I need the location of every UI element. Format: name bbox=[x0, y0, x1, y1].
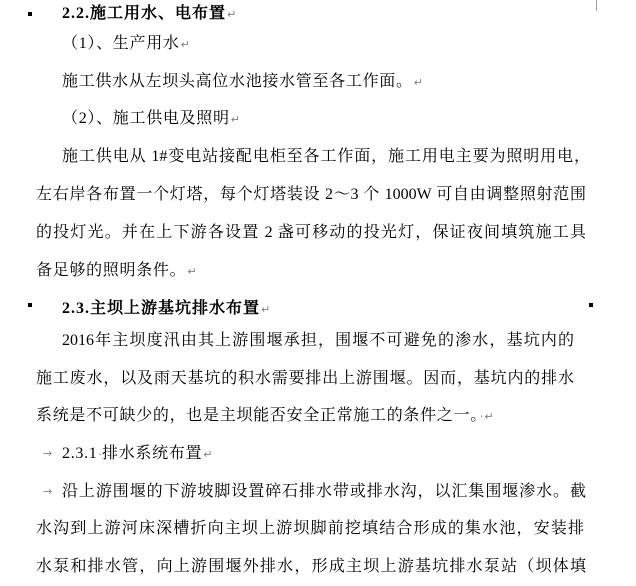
paragraph-line: 2016年主坝度汛由其上游围堰承担，围堰不可避免的渗水，基坑内的 bbox=[62, 332, 574, 349]
keep-with-next-marker bbox=[28, 303, 32, 307]
paragraph-mark: ↵ bbox=[261, 303, 271, 316]
heading-2-3-1 bbox=[62, 444, 212, 464]
heading-2-3-1-number: 2.3.1 bbox=[62, 445, 98, 462]
paragraph-mark: ↵ bbox=[413, 76, 423, 89]
keep-with-next-marker bbox=[28, 12, 32, 16]
paragraph-line: 施工废水，以及雨天基坑的积水需要排出上游围堰。因而，基坑内的排水 bbox=[36, 370, 574, 387]
paragraph-mark: ↵ bbox=[230, 113, 240, 126]
heading-2-3 bbox=[62, 299, 270, 319]
paragraph-line bbox=[62, 72, 423, 92]
subheading-power bbox=[62, 109, 240, 129]
paragraph-line: 沿上游围堰的下游坡脚设置碎石排水带或排水沟，以汇集围堰渗水。截 bbox=[62, 483, 586, 500]
paragraph-line-text: 系统是不可缺少的，也是主坝能否安全正常施工的条件之一。 bbox=[36, 407, 479, 424]
space-mark: · bbox=[98, 448, 102, 461]
paragraph-line: 水泵和排水管，向上游围堰外排水，形成主坝上游基坑排水泵站（坝体填 bbox=[36, 558, 586, 575]
paragraph-line: 施工供电从 1#变电站接配电柜至各工作面，施工用电主要为照明用电， bbox=[62, 148, 590, 165]
subheading-water bbox=[62, 34, 190, 54]
paragraph-line: 的投灯光。并在上下游各设置 2 盏可移动的投光灯，保证夜间填筑施工具 bbox=[36, 224, 586, 241]
paragraph-mark: ↵ bbox=[484, 410, 494, 423]
heading-2-3-1-title: 排水系统布置 bbox=[102, 445, 203, 462]
tab-mark: → bbox=[43, 485, 53, 498]
paragraph-mark: ↵ bbox=[187, 265, 197, 278]
heading-2-2-text: 2.2.施工用水、电布置 bbox=[62, 5, 227, 22]
heading-2-2 bbox=[62, 4, 236, 24]
subheading-water-text: （1）、生产用水 bbox=[62, 35, 180, 52]
paragraph-line: 水沟到上游河床深槽折向主坝上游坝脚前挖填结合形成的集水池，安装排 bbox=[36, 520, 584, 537]
space-mark: · bbox=[479, 410, 484, 423]
paragraph-line-text: 施工供水从左坝头高位水池接水管至各工作面。 bbox=[62, 73, 413, 90]
subheading-power-text: （2）、施工供电及照明 bbox=[62, 110, 230, 127]
heading-2-3-text: 2.3.主坝上游基坑排水布置 bbox=[62, 300, 261, 317]
paragraph-line bbox=[36, 261, 197, 281]
paragraph-line-text: 备足够的照明条件。 bbox=[36, 262, 187, 279]
paragraph-mark: ↵ bbox=[227, 8, 237, 21]
paragraph-line bbox=[36, 406, 494, 426]
paragraph-mark: ↵ bbox=[180, 38, 190, 51]
text-boundary-corner-mark bbox=[596, 0, 597, 11]
paragraph-line: 左右岸各布置一个灯塔，每个灯塔装设 2～3 个 1000W 可自由调整照射范围 bbox=[36, 186, 586, 203]
keep-with-next-marker bbox=[589, 303, 593, 307]
paragraph-mark: ↵ bbox=[203, 448, 213, 461]
tab-mark: → bbox=[43, 447, 53, 460]
